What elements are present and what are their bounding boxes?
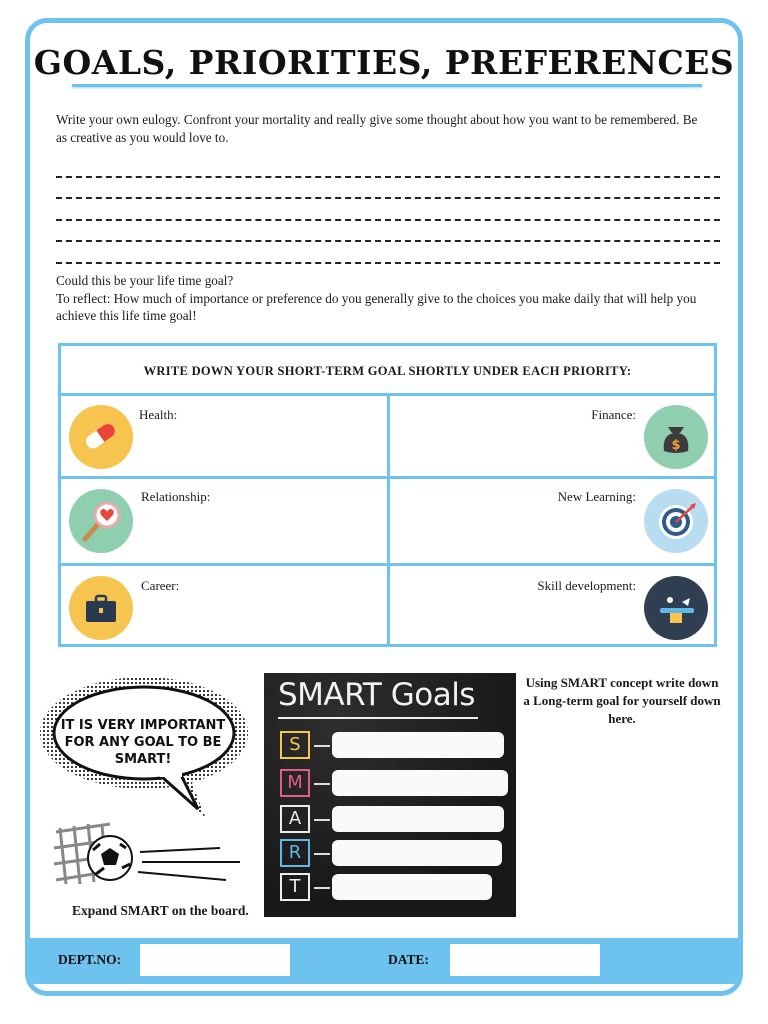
smart-answer-field-r[interactable] [332,840,502,866]
answer-line[interactable] [56,242,720,264]
smart-letter-m: M [280,769,310,797]
date-field[interactable] [450,944,600,976]
dept-no-label: DEPT.NO: [58,952,122,967]
chalk-arrow [314,745,330,747]
reflect-prompt: To reflect: How much of importance or preference do you generally give to the choices you make daily that will help you achieve this life time goal! [56,290,697,323]
priority-cell-finance[interactable] [390,399,714,476]
smart-answer-field-t[interactable] [332,874,492,900]
priority-label-skill-development: Skill development: [537,578,636,593]
money-bag-icon [644,405,708,469]
priority-label-career: Career: [141,578,180,593]
magnifier-heart-icon [69,489,133,553]
pill-icon [69,405,133,469]
smart-answer-field-m[interactable] [332,770,508,796]
answer-line[interactable] [56,156,720,178]
priority-cell-relationship[interactable] [61,479,387,563]
briefcase-icon [69,576,133,640]
smart-letter-r: R [280,839,310,867]
smart-letter-s: S [280,731,310,759]
priorities-table [58,343,717,647]
date-label: DATE: [388,952,430,967]
answer-line[interactable] [56,199,720,221]
eulogy-instruction: Write your own eulogy. Confront your mortality and really give some thought about how you want to be remembered. Be as creative as you would love to. [56,112,698,145]
board-underline [278,717,478,719]
board-title: SMART Goals [278,677,475,713]
eulogy-answer-lines[interactable] [56,156,720,264]
tools-icon [644,576,708,640]
priority-label-new-learning: New Learning: [557,489,636,504]
chalk-arrow [314,853,330,855]
reflect-question: Could this be your life time goal? [56,273,234,288]
priority-cell-career[interactable] [61,566,387,647]
target-icon [644,489,708,553]
priorities-header: WRITE DOWN YOUR SHORT-TERM GOAL SHORTLY UNDER EACH PRIORITY: [61,346,714,396]
svg-text:$: $ [671,438,681,453]
worksheet-frame [25,18,743,996]
title-underline [72,84,702,87]
chalk-arrow [314,819,330,821]
priority-label-health: Health: [139,407,178,422]
priority-label-relationship: Relationship: [141,489,211,504]
answer-line[interactable] [56,221,720,243]
footer-bar [30,938,738,984]
speech-bubble [38,673,250,823]
priority-cell-new-learning[interactable] [390,479,714,563]
smart-answer-field-a[interactable] [332,806,504,832]
priority-label-finance: Finance: [591,407,636,422]
long-term-goal-instruction: Using SMART concept write down a Long-term goal for yourself down here. [523,675,721,726]
answer-line[interactable] [56,178,720,200]
page-title: GOALS, PRIORITIES, PREFERENCES [33,43,735,82]
chalk-arrow [314,887,330,889]
expand-smart-caption: Expand SMART on the board. [72,903,249,918]
chalk-arrow [314,783,330,785]
priority-cell-health[interactable] [61,399,387,476]
soccer-ball-icon [50,818,250,898]
bubble-text: IT IS VERY IMPORTANT FOR ANY GOAL TO BE SMART! [60,718,226,767]
smart-letter-t: T [280,873,310,901]
dept-no-field[interactable] [140,944,290,976]
smart-answer-field-s[interactable] [332,732,504,758]
reflect-text [56,272,706,325]
smart-letter-a: A [280,805,310,833]
priority-cell-skill-development[interactable] [390,566,714,647]
smart-goals-board[interactable] [264,673,516,917]
